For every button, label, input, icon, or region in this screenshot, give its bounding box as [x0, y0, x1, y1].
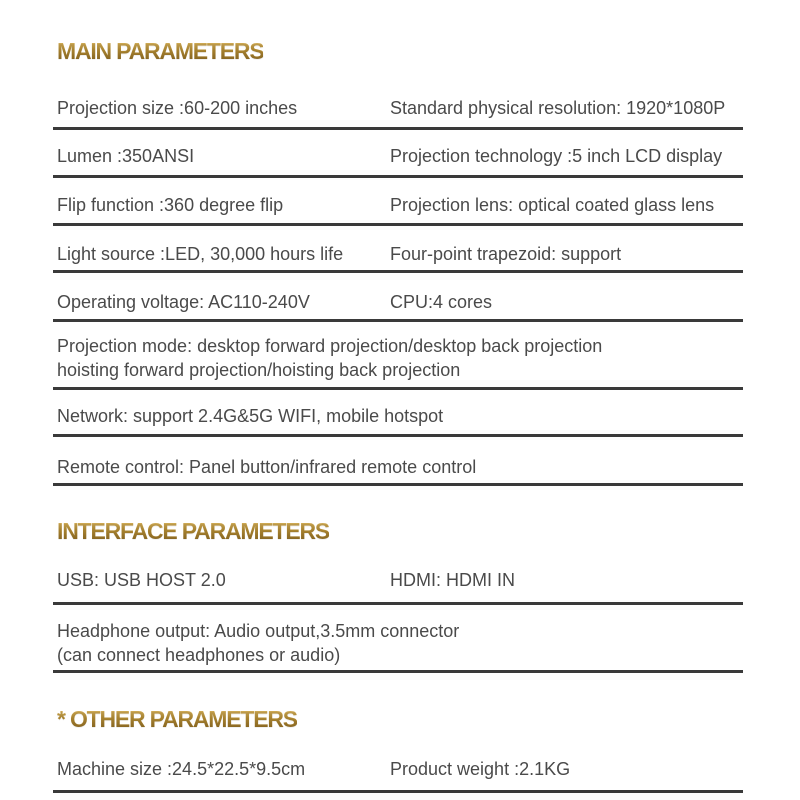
usb: USB: USB HOST 2.0: [57, 570, 226, 590]
divider: [53, 387, 743, 390]
machine-size: Machine size :24.5*22.5*9.5cm: [57, 759, 306, 779]
product-weight: Product weight :2.1KG: [390, 759, 571, 779]
cpu: CPU:4 cores: [390, 292, 493, 312]
headphone-line-1: Headphone output: Audio output,3.5mm connector: [57, 621, 460, 641]
divider: [53, 790, 743, 793]
projection-technology: Projection technology :5 inch LCD display: [390, 146, 723, 166]
divider: [53, 483, 743, 486]
projection-mode-line-2: hoisting forward projection/hoisting back projection: [57, 360, 461, 380]
projection-lens: Projection lens: optical coated glass lens: [390, 195, 715, 215]
projection-size: Projection size :60-200 inches: [57, 98, 298, 118]
lumen: Lumen :350ANSI: [57, 146, 195, 166]
divider: [53, 223, 743, 226]
projection-mode-line-1: Projection mode: desktop forward projection/desktop back projection: [57, 336, 603, 356]
trapezoid: Four-point trapezoid: support: [390, 244, 622, 264]
other-parameters-heading: * OTHER PARAMETERS: [57, 706, 297, 732]
remote-control: Remote control: Panel button/infrared remote control: [57, 457, 477, 477]
divider: [53, 175, 743, 178]
projection-mode: [57, 334, 602, 382]
headphone-output: [57, 619, 459, 667]
divider: [53, 270, 743, 273]
network: Network: support 2.4G&5G WIFI, mobile hotspot: [57, 406, 444, 426]
operating-voltage: Operating voltage: AC110-240V: [57, 292, 310, 312]
divider: [53, 127, 743, 130]
interface-parameters-heading: INTERFACE PARAMETERS: [57, 518, 330, 544]
light-source: Light source :LED, 30,000 hours life: [57, 244, 344, 264]
flip-function: Flip function :360 degree flip: [57, 195, 284, 215]
divider: [53, 670, 743, 673]
divider: [53, 434, 743, 437]
hdmi: HDMI: HDMI IN: [390, 570, 515, 590]
main-parameters-heading: MAIN PARAMETERS: [57, 38, 264, 64]
divider: [53, 602, 743, 605]
divider: [53, 319, 743, 322]
headphone-line-2: (can connect headphones or audio): [57, 645, 341, 665]
resolution: Standard physical resolution: 1920*1080P: [390, 98, 726, 118]
